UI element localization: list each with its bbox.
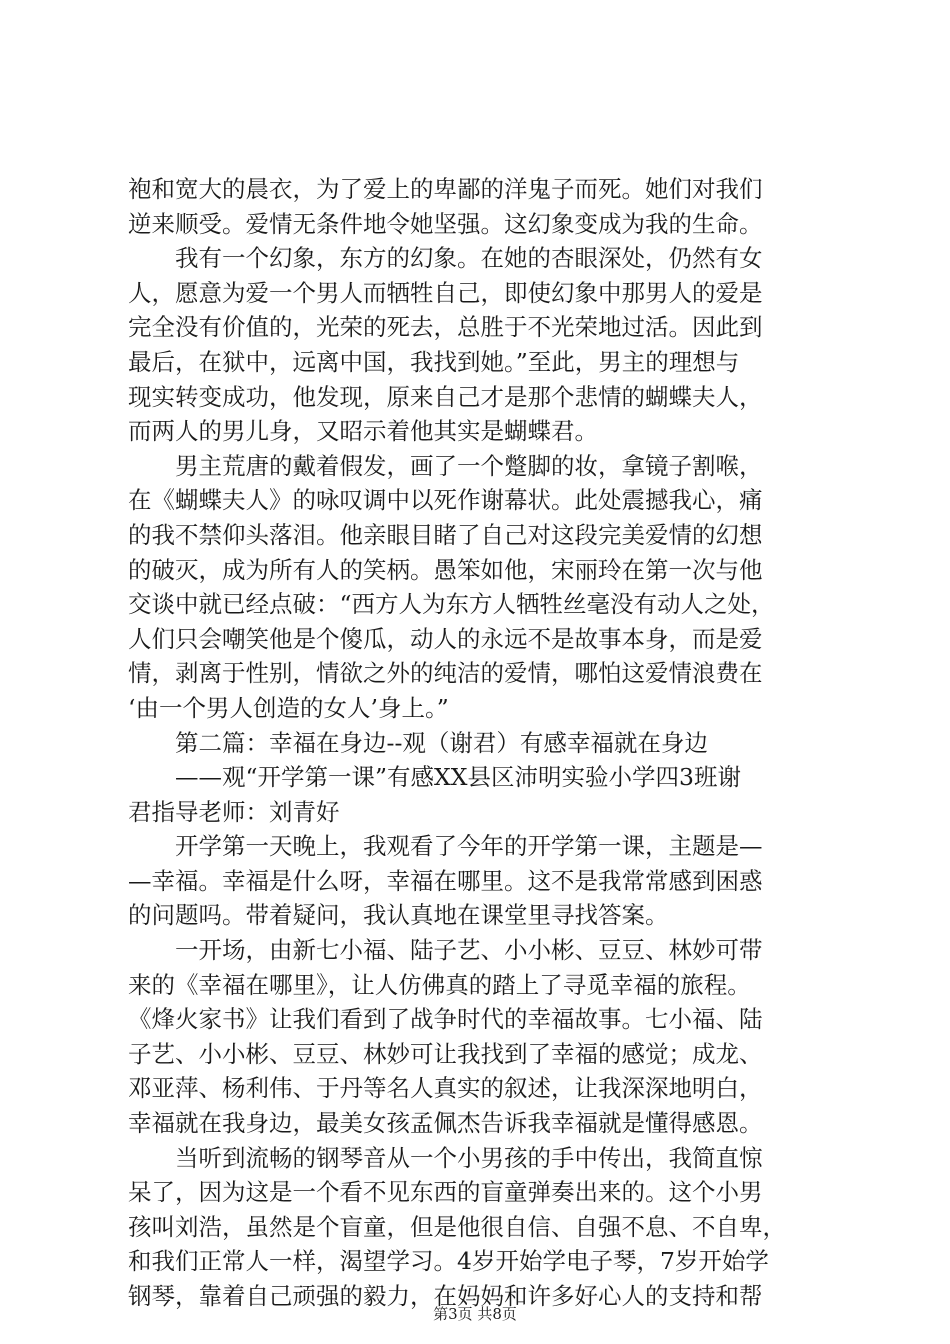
text-line: 呆了，因为这是一个看不见东西的盲童弹奏出来的。这个小男 bbox=[128, 1178, 763, 1207]
text-line: 完全没有价值的，光荣的死去，总胜于不光荣地过活。因此到 bbox=[128, 313, 763, 342]
text-line: 邓亚萍、杨利伟、于丹等名人真实的叙述，让我深深地明白， bbox=[128, 1074, 763, 1103]
text-line: 一开场，由新七小福、陆子艺、小小彬、豆豆、林妙可带 bbox=[175, 936, 763, 965]
text-line: 逆来顺受。爱情无条件地令她坚强。这幻象变成为我的生命。 bbox=[128, 209, 763, 238]
text-line: 孩叫刘浩，虽然是个盲童，但是他很自信、自强不息、不自卑， bbox=[128, 1212, 786, 1241]
text-line: 而两人的男儿身，又昭示着他其实是蝴蝶君。 bbox=[128, 417, 598, 446]
text-line: 的破灭，成为所有人的笑柄。愚笨如他，宋丽玲在第一次与他 bbox=[128, 555, 763, 584]
text-line: 在《蝴蝶夫人》的咏叹调中以死作谢幕状。此处震撼我心，痛 bbox=[128, 486, 763, 515]
text-line: 男主荒唐的戴着假发，画了一个蹩脚的妆，拿镜子割喉， bbox=[175, 451, 763, 480]
text-line: 开学第一天晚上，我观看了今年的开学第一课，主题是— bbox=[175, 832, 763, 861]
text-line: 最后，在狱中，远离中国，我找到她。”至此，男主的理想与 bbox=[128, 347, 740, 376]
text-line: 子艺、小小彬、豆豆、林妙可让我找到了幸福的感觉；成龙、 bbox=[128, 1039, 763, 1068]
text-line: 当听到流畅的钢琴音从一个小男孩的手中传出，我简直惊 bbox=[175, 1143, 763, 1172]
text-line: 交谈中就已经点破：“西方人为东方人牺牲丝毫没有动人之处， bbox=[128, 590, 775, 619]
text-line: ‘由一个男人创造的女人’身上。” bbox=[128, 693, 449, 722]
body-text bbox=[128, 172, 828, 1314]
text-line: 君指导老师：刘青好 bbox=[128, 797, 340, 826]
text-line: 情，剥离于性别，情欲之外的纯洁的爱情，哪怕这爱情浪费在 bbox=[128, 659, 763, 688]
text-line: 来的《幸福在哪里》，让人仿佛真的踏上了寻觅幸福的旅程。 bbox=[128, 970, 751, 999]
text-line: 《烽火家书》让我们看到了战争时代的幸福故事。七小福、陆 bbox=[128, 1005, 763, 1034]
text-line: 现实转变成功，他发现，原来自己才是那个悲情的蝴蝶夫人， bbox=[128, 382, 763, 411]
page-footer: 第3页 共8页 bbox=[433, 1305, 517, 1323]
text-line: 钢琴，靠着自己顽强的毅力，在妈妈和许多好心人的支持和帮 bbox=[128, 1282, 763, 1310]
text-line: 幸福就在我身边，最美女孩孟佩杰告诉我幸福就是懂得感恩。 bbox=[128, 1109, 763, 1138]
text-line: 第二篇：幸福在身边--观（谢君）有感幸福就在身边 bbox=[175, 728, 708, 757]
text-line: 和我们正常人一样，渴望学习。4岁开始学电子琴，7岁开始学 bbox=[128, 1247, 769, 1276]
text-line: 的我不禁仰头落泪。他亲眼目睹了自己对这段完美爱情的幻想 bbox=[128, 520, 763, 549]
text-line: —幸福。幸福是什么呀，幸福在哪里。这不是我常常感到困惑 bbox=[128, 866, 763, 895]
text-line: 人，愿意为爱一个男人而牺牲自己，即使幻象中那男人的爱是 bbox=[128, 278, 763, 307]
text-line: 我有一个幻象，东方的幻象。在她的杏眼深处，仍然有女 bbox=[175, 244, 763, 273]
text-line: 袍和宽大的晨衣，为了爱上的卑鄙的洋鬼子而死。她们对我们 bbox=[128, 175, 763, 203]
text-line: ——观“开学第一课”有感XX县区沛明实验小学四3班谢 bbox=[175, 763, 741, 792]
text-line: 的问题吗。带着疑问，我认真地在课堂里寻找答案。 bbox=[128, 901, 669, 930]
text-line: 人们只会嘲笑他是个傻瓜，动人的永远不是故事本身，而是爱 bbox=[128, 624, 763, 653]
